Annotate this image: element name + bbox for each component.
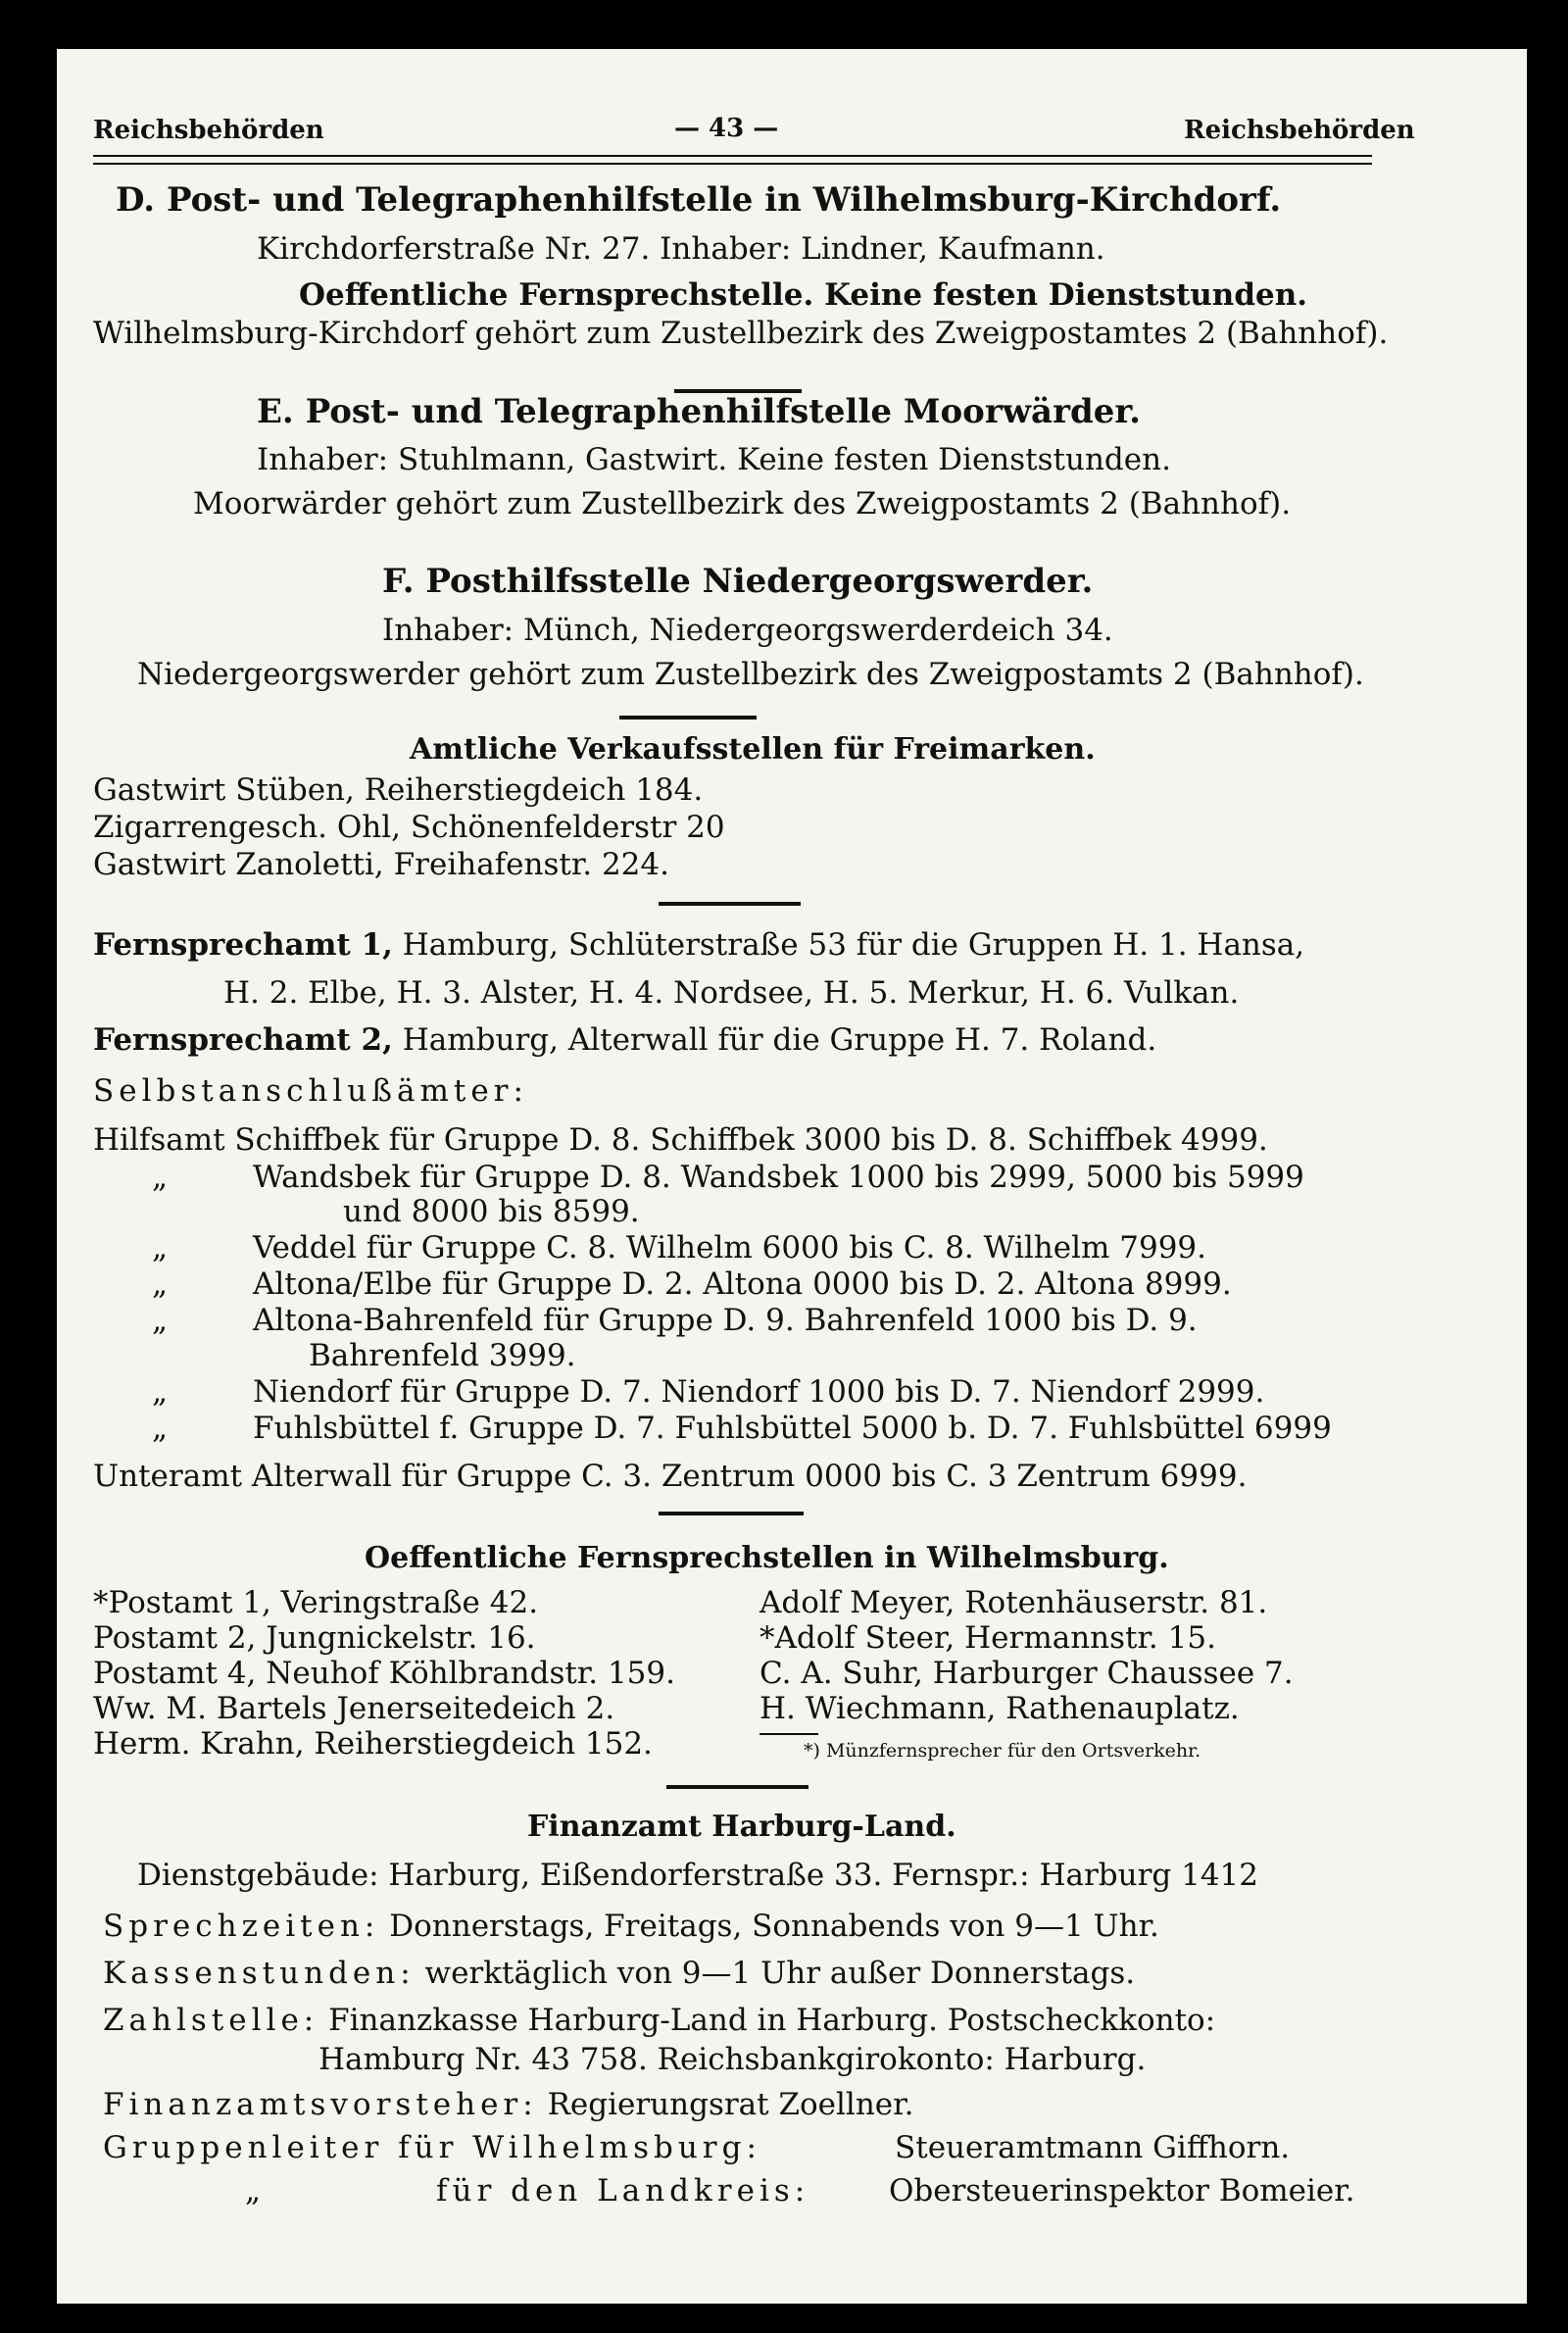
fernsprechamt-1 xyxy=(93,927,1304,963)
gruppenleiter-text: Steueramtmann Giffhorn. xyxy=(895,2130,1291,2165)
fernsprechamt-2-label: Fernsprechamt 2, xyxy=(93,1022,393,1058)
landkreis-text: Obersteuerinspektor Bomeier. xyxy=(889,2173,1355,2209)
landkreis-label: für den Landkreis: xyxy=(436,2173,810,2209)
section-e-line-1: Inhaber: Stuhlmann, Gastwirt. Keine festen Dienststunden. xyxy=(257,442,1171,477)
altona-line: Altona/Elbe für Gruppe D. 2. Altona 0000 bis D. 2. Altona 8999. xyxy=(253,1266,1232,1302)
section-e-line-2: Moorwärder gehört zum Zustellbezirk des Zweigpostamts 2 (Bahnhof). xyxy=(193,486,1292,521)
fernsprechstelle-item: Postamt 4, Neuhof Köhlbrandstr. 159. xyxy=(93,1656,675,1691)
separator xyxy=(659,902,801,906)
fernsprechstelle-item: Postamt 2, Jungnickelstr. 16. xyxy=(93,1620,536,1656)
section-e-title: E. Post- und Telegraphenhilfstelle Moorwärder. xyxy=(257,392,1142,431)
fernsprechamt-1-continued: H. 2. Elbe, H. 3. Alster, H. 4. Nordsee, H. 5. Merkur, H. 6. Vulkan. xyxy=(223,975,1240,1011)
ditto-mark: „ xyxy=(152,1266,169,1302)
finanzamt-sprechzeiten xyxy=(103,1909,1159,1944)
page-number: — 43 — xyxy=(674,114,779,143)
section-f-line-2: Niedergeorgswerder gehört zum Zustellbezirk des Zweigpostamts 2 (Bahnhof). xyxy=(137,657,1364,692)
verkaufsstelle-item: Zigarrengesch. Ohl, Schönenfelderstr 20 xyxy=(93,810,725,845)
zahlstelle-text: Finanzkasse Harburg-Land in Harburg. Postscheckkonto: xyxy=(328,2003,1216,2038)
fernsprechamt-2 xyxy=(93,1022,1156,1058)
oeffentliche-title: Oeffentliche Fernsprechstellen in Wilhelmsburg. xyxy=(365,1541,1169,1575)
fernsprechstelle-item: Herm. Krahn, Reiherstiegdeich 152. xyxy=(93,1726,653,1762)
veddel-line: Veddel für Gruppe C. 8. Wilhelm 6000 bis C. 8. Wilhelm 7999. xyxy=(253,1230,1207,1266)
finanzamt-title: Finanzamt Harburg-Land. xyxy=(527,1810,956,1844)
header-rule-top xyxy=(93,155,1372,157)
vorsteher-text: Regierungsrat Zoellner. xyxy=(547,2087,914,2122)
finanzamt-dienstgebaeude: Dienstgebäude: Harburg, Eißendorferstraße 33. Fernspr.: Harburg 1412 xyxy=(137,1858,1259,1893)
footnote: *) Münzfernsprecher für den Ortsverkehr. xyxy=(804,1740,1201,1762)
fernsprechstelle-item: C. A. Suhr, Harburger Chaussee 7. xyxy=(760,1656,1294,1691)
header-rule-bottom xyxy=(93,163,1372,165)
verkaufsstelle-item: Gastwirt Stüben, Reiherstiegdeich 184. xyxy=(93,772,704,808)
header-right: Reichsbehörden xyxy=(1184,116,1415,145)
ditto-mark: „ xyxy=(152,1230,169,1266)
section-f-line-1: Inhaber: Münch, Niedergeorgswerderdeich 34. xyxy=(382,613,1113,648)
fuhlsbuettel-line: Fuhlsbüttel f. Gruppe D. 7. Fuhlsbüttel 5000 b. D. 7. Fuhlsbüttel 6999 xyxy=(253,1411,1332,1446)
separator xyxy=(666,1785,808,1789)
bahrenfeld-line-continued: Bahrenfeld 3999. xyxy=(309,1338,576,1373)
separator xyxy=(619,716,757,720)
ditto-mark: „ xyxy=(152,1303,169,1338)
finanzamt-vorsteher xyxy=(103,2087,913,2122)
kassenstunden-label: Kassenstunden: xyxy=(103,1956,416,1991)
fernsprechstelle-item: H. Wiechmann, Rathenauplatz. xyxy=(760,1691,1240,1726)
separator xyxy=(659,1512,804,1515)
section-d-line-1: Kirchdorferstraße Nr. 27. Inhaber: Lindner, Kaufmann. xyxy=(257,231,1105,267)
gruppenleiter-label: Gruppenleiter für Wilhelmsburg: xyxy=(103,2130,761,2165)
footnote-rule xyxy=(760,1733,818,1735)
ditto-mark: „ xyxy=(152,1374,169,1410)
section-f-title: F. Posthilfsstelle Niedergeorgswerder. xyxy=(382,562,1094,601)
fernsprechstelle-item: Ww. M. Bartels Jenerseitedeich 2. xyxy=(93,1691,615,1726)
finanzamt-zahlstelle xyxy=(103,2003,1215,2038)
ditto-mark: „ xyxy=(245,2173,262,2209)
zahlstelle-label: Zahlstelle: xyxy=(103,2003,319,2038)
fernsprechstelle-item: *Postamt 1, Veringstraße 42. xyxy=(93,1585,539,1620)
section-d-line-2: Oeffentliche Fernsprechstelle. Keine festen Dienststunden. xyxy=(299,277,1308,313)
vorsteher-label: Finanzamtsvorsteher: xyxy=(103,2087,538,2122)
section-d-title: D. Post- und Telegraphenhilfstelle in Wilhelmsburg-Kirchdorf. xyxy=(116,180,1282,220)
wandsbek-line-continued: und 8000 bis 8599. xyxy=(343,1194,640,1229)
verkaufsstellen-title: Amtliche Verkaufsstellen für Freimarken. xyxy=(410,732,1096,767)
selbstanschluss-label: Selbstanschlußämter: xyxy=(93,1073,528,1109)
sprechzeiten-label: Sprechzeiten: xyxy=(103,1909,380,1944)
bahrenfeld-line: Altona-Bahrenfeld für Gruppe D. 9. Bahrenfeld 1000 bis D. 9. xyxy=(253,1303,1198,1338)
fernsprechamt-2-text: Hamburg, Alterwall für die Gruppe H. 7. Roland. xyxy=(402,1022,1157,1058)
verkaufsstelle-item: Gastwirt Zanoletti, Freihafenstr. 224. xyxy=(93,847,669,882)
hilfsamt-line: Hilfsamt Schiffbek für Gruppe D. 8. Schiffbek 3000 bis D. 8. Schiffbek 4999. xyxy=(93,1122,1268,1158)
fernsprechstelle-item: Adolf Meyer, Rotenhäuserstr. 81. xyxy=(760,1585,1268,1620)
wandsbek-line: Wandsbek für Gruppe D. 8. Wandsbek 1000 bis 2999, 5000 bis 5999 xyxy=(253,1160,1304,1195)
fernsprechamt-1-label: Fernsprechamt 1, xyxy=(93,927,393,963)
finanzamt-zahlstelle-continued: Hamburg Nr. 43 758. Reichsbankgirokonto: Harburg. xyxy=(318,2042,1147,2077)
fernsprechamt-1-text: Hamburg, Schlüterstraße 53 für die Gruppen H. 1. Hansa, xyxy=(402,927,1305,963)
unteramt-line: Unteramt Alterwall für Gruppe C. 3. Zentrum 0000 bis C. 3 Zentrum 6999. xyxy=(93,1459,1248,1494)
kassenstunden-text: werktäglich von 9—1 Uhr außer Donnerstags. xyxy=(424,1956,1136,1991)
header-left: Reichsbehörden xyxy=(93,116,324,145)
section-d-line-3: Wilhelmsburg-Kirchdorf gehört zum Zustellbezirk des Zweigpostamtes 2 (Bahnhof). xyxy=(93,316,1389,351)
ditto-mark: „ xyxy=(152,1411,169,1446)
sprechzeiten-text: Donnerstags, Freitags, Sonnabends von 9—1 Uhr. xyxy=(389,1909,1159,1944)
finanzamt-kassenstunden xyxy=(103,1956,1135,1991)
ditto-mark: „ xyxy=(152,1160,169,1195)
fernsprechstelle-item: *Adolf Steer, Hermannstr. 15. xyxy=(760,1620,1216,1656)
niendorf-line: Niendorf für Gruppe D. 7. Niendorf 1000 bis D. 7. Niendorf 2999. xyxy=(253,1374,1265,1410)
